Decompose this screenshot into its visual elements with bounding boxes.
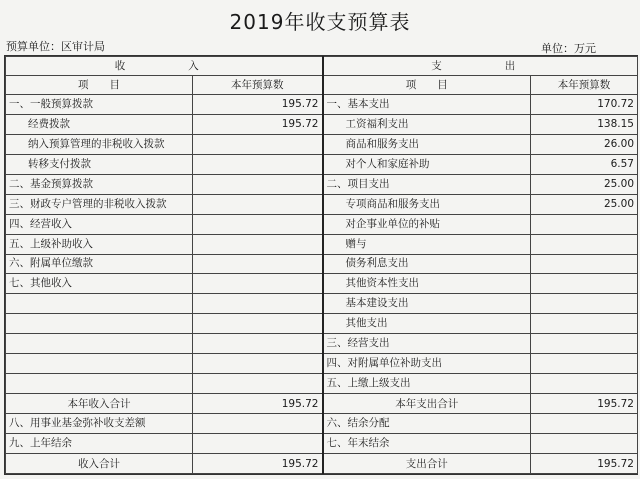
expense-item-value (531, 434, 638, 454)
table-row (6, 334, 638, 354)
budget-unit-label: 预算单位：区审计局 (6, 40, 105, 53)
expense-budget-header: 本年预算数 (531, 76, 638, 95)
income-item-label: 转移支付拨款 (6, 154, 193, 174)
expense-item-label: 对个人和家庭补助 (323, 154, 531, 174)
expense-item-label: 债务利息支出 (323, 254, 531, 274)
income-item-value: 195.72 (193, 114, 323, 134)
section-header-row (6, 57, 638, 76)
expense-item-value: 138.15 (531, 114, 638, 134)
table-row (6, 154, 638, 174)
income-item-value: 195.72 (193, 95, 323, 115)
income-grand-total-label: 收入合计 (6, 454, 193, 474)
expense-item-label: 工资福利支出 (323, 114, 531, 134)
table-row (6, 194, 638, 214)
table-row (6, 174, 638, 194)
income-item-label: 一、一般预算拨款 (6, 95, 193, 115)
expense-item-label: 一、基本支出 (323, 95, 531, 115)
income-item-value (193, 414, 323, 434)
expense-section-header: 支 出 (323, 57, 638, 76)
income-item-label: 四、经营收入 (6, 214, 193, 234)
income-item-label (6, 354, 193, 374)
income-item-value (193, 174, 323, 194)
income-item-label (6, 294, 193, 314)
expense-item-value (531, 214, 638, 234)
expense-item-value: 26.00 (531, 134, 638, 154)
expense-item-value (531, 374, 638, 394)
expense-item-header: 项 目 (323, 76, 531, 95)
table-row (6, 314, 638, 334)
income-section-header: 收 入 (6, 57, 323, 76)
income-item-value (193, 254, 323, 274)
expense-item-label: 专项商品和服务支出 (323, 194, 531, 214)
income-item-header: 项 目 (6, 76, 193, 95)
income-item-label: 五、上级补助收入 (6, 234, 193, 254)
table-row (6, 114, 638, 134)
expense-item-label: 三、经营支出 (323, 334, 531, 354)
expense-item-label: 其他资本性支出 (323, 274, 531, 294)
income-item-value (193, 334, 323, 354)
year-total-row (6, 394, 638, 414)
table-row (6, 234, 638, 254)
expense-item-label: 七、年末结余 (323, 434, 531, 454)
income-item-value (193, 234, 323, 254)
income-item-value (193, 134, 323, 154)
expense-item-value: 6.57 (531, 154, 638, 174)
income-budget-header: 本年预算数 (193, 76, 323, 95)
expense-item-label: 基本建设支出 (323, 294, 531, 314)
income-item-label: 经费拨款 (6, 114, 193, 134)
table-row (6, 95, 638, 115)
income-item-value (193, 314, 323, 334)
expense-item-label: 四、对附属单位补助支出 (323, 354, 531, 374)
expense-item-value (531, 274, 638, 294)
expense-item-value (531, 414, 638, 434)
income-item-value (193, 214, 323, 234)
income-item-label: 七、其他收入 (6, 274, 193, 294)
table-row (6, 134, 638, 154)
expense-item-label: 五、上缴上级支出 (323, 374, 531, 394)
income-item-value (193, 274, 323, 294)
expense-item-value: 25.00 (531, 194, 638, 214)
income-item-label (6, 374, 193, 394)
table-row (6, 414, 638, 434)
expense-item-value (531, 254, 638, 274)
income-item-label (6, 314, 193, 334)
income-item-value (193, 434, 323, 454)
expense-item-label: 二、项目支出 (323, 174, 531, 194)
expense-item-value (531, 354, 638, 374)
grand-total-row (6, 454, 638, 474)
expense-item-label: 对企事业单位的补贴 (323, 214, 531, 234)
expense-year-total-label: 本年支出合计 (323, 394, 531, 414)
table-row (6, 254, 638, 274)
expense-item-value (531, 334, 638, 354)
budget-table (5, 56, 638, 474)
expense-year-total-value: 195.72 (531, 394, 638, 414)
income-item-value (193, 154, 323, 174)
column-header-row (6, 76, 638, 95)
income-year-total-value: 195.72 (193, 394, 323, 414)
income-grand-total-value: 195.72 (193, 454, 323, 474)
table-row (6, 434, 638, 454)
income-item-label: 六、附属单位缴款 (6, 254, 193, 274)
expense-item-value (531, 314, 638, 334)
income-item-value (193, 374, 323, 394)
page-title: 2019年收支预算表 (229, 10, 411, 34)
income-item-value (193, 194, 323, 214)
table-row (6, 294, 638, 314)
expense-item-label: 商品和服务支出 (323, 134, 531, 154)
currency-unit-label: 单位：万元 (541, 42, 596, 55)
budget-table-container (4, 55, 638, 475)
income-year-total-label: 本年收入合计 (6, 394, 193, 414)
income-item-value (193, 294, 323, 314)
expense-item-label: 赠与 (323, 234, 531, 254)
income-item-label: 三、财政专户管理的非税收入拨款 (6, 194, 193, 214)
expense-item-value: 25.00 (531, 174, 638, 194)
income-item-label: 二、基金预算拨款 (6, 174, 193, 194)
table-row (6, 374, 638, 394)
expense-item-value (531, 294, 638, 314)
table-row (6, 354, 638, 374)
expense-grand-total-value: 195.72 (531, 454, 638, 474)
income-item-label (6, 334, 193, 354)
expense-grand-total-label: 支出合计 (323, 454, 531, 474)
table-row (6, 274, 638, 294)
expense-item-label: 其他支出 (323, 314, 531, 334)
expense-item-value (531, 234, 638, 254)
income-item-label: 纳入预算管理的非税收入拨款 (6, 134, 193, 154)
income-item-label: 九、上年结余 (6, 434, 193, 454)
table-row (6, 214, 638, 234)
expense-item-value: 170.72 (531, 95, 638, 115)
income-item-value (193, 354, 323, 374)
income-item-label: 八、用事业基金弥补收支差额 (6, 414, 193, 434)
expense-item-label: 六、结余分配 (323, 414, 531, 434)
